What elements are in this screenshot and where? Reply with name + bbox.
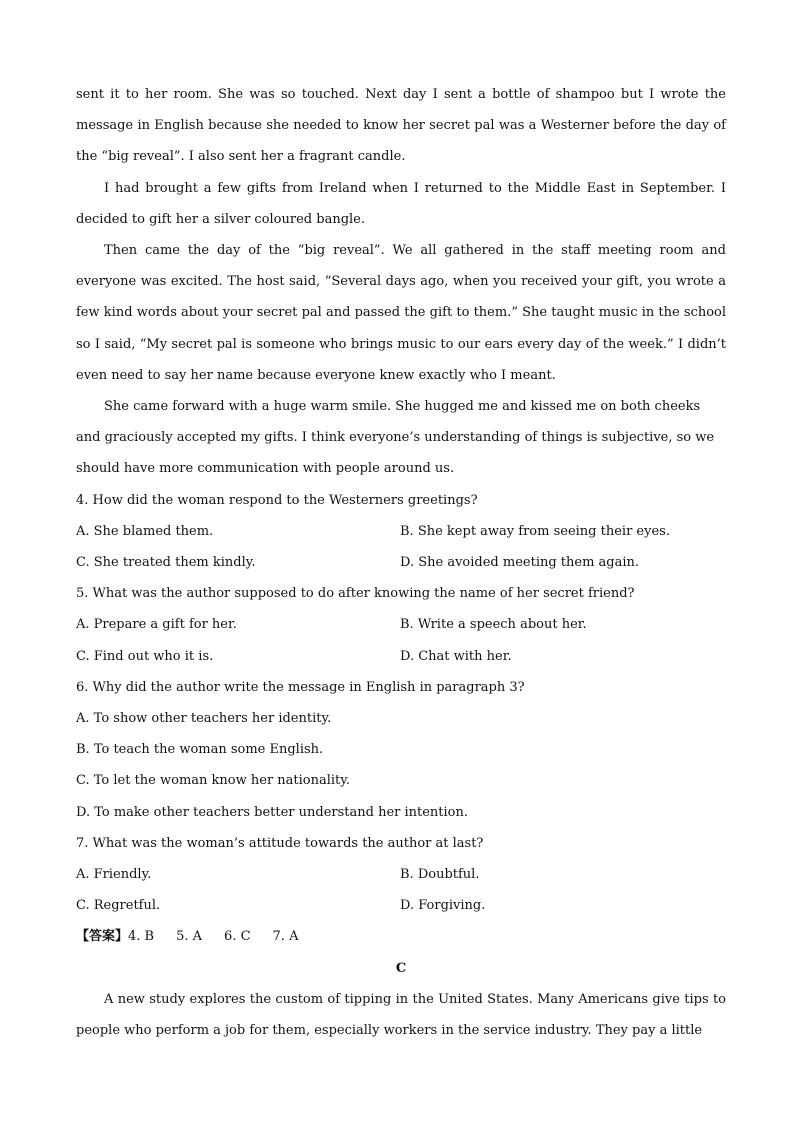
- passage-paragraph: sent it to her room. She was so touched. Next day I sent a bottle of shampoo but I wrote the message in English because she needed to know her secret pal was a Westerner before the day of the “big reveal”. I also sent her a fragrant candle.: [76, 87, 726, 165]
- option-c: C. She treated them kindly.: [76, 555, 256, 571]
- passage-paragraph: I had brought a few gifts from Ireland when I returned to the Middle East in September. I decided to gift her a silver coloured bangle.: [76, 180, 726, 227]
- options-row: [76, 890, 726, 921]
- options-row: [76, 641, 726, 672]
- answer-item: 7. A: [272, 929, 299, 945]
- question-stem: 5. What was the author supposed to do after knowing the name of her secret friend?: [76, 586, 635, 602]
- question-6: [76, 672, 726, 828]
- question-stem: 7. What was the woman’s attitude towards the author at last?: [76, 835, 484, 851]
- option-c: C. To let the woman know her nationality.: [76, 773, 351, 789]
- passage-paragraph: Then came the day of the “big reveal”. We all gathered in the staff meeting room and everyone was excited. The host said, “Several days ago, when you received your gift, you wrote a few kind words about your secret pal and passed the gift to them.” She taught music in the school so I said, “My secret pal is someone who brings music to our ears every day of the week.” I didn’t even need to say her name because everyone knew exactly who I meant.: [76, 243, 726, 383]
- question-stem: 4. How did the woman respond to the Westerners greetings?: [76, 492, 478, 508]
- option-a: A. Friendly.: [76, 867, 152, 883]
- question-5: [76, 578, 726, 672]
- passage-b-body: [76, 79, 726, 485]
- option-d: D. Chat with her.: [400, 648, 512, 664]
- option-b: B. Doubtful.: [400, 867, 480, 883]
- option-b: B. To teach the woman some English.: [76, 742, 324, 758]
- page-content: [76, 79, 726, 1046]
- option-a: A. To show other teachers her identity.: [76, 711, 332, 727]
- option-d: D. To make other teachers better understand her intention.: [76, 804, 469, 820]
- options-row: [76, 859, 726, 890]
- passage-paragraph: A new study explores the custom of tipping in the United States. Many Americans give tips to people who perform a job for them, especially workers in the service industry. They pay a little: [76, 991, 726, 1039]
- question-stem: 6. Why did the author write the message in English in paragraph 3?: [76, 679, 525, 695]
- option-a: A. Prepare a gift for her.: [76, 617, 237, 633]
- answer-item: 4. B: [128, 929, 155, 945]
- option-b: B. Write a speech about her.: [400, 617, 587, 633]
- options-row: [76, 516, 726, 547]
- answer-item: 6. C: [224, 929, 251, 945]
- answer-key: [76, 921, 726, 952]
- answer-item: 5. A: [176, 929, 203, 945]
- option-a: A. She blamed them.: [76, 523, 214, 539]
- section-heading: C: [395, 960, 407, 976]
- option-d: D. Forgiving.: [400, 898, 486, 914]
- passage-paragraph: She came forward with a huge warm smile. She hugged me and kissed me on both cheeks and graciously accepted my gifts. I think everyone’s understanding of things is subjective, so we should have more communication with people around us.: [76, 399, 715, 477]
- option-c: C. Find out who it is.: [76, 648, 214, 664]
- question-4: [76, 485, 726, 579]
- options-row: [76, 547, 726, 578]
- answer-label: 【答案】: [76, 929, 129, 945]
- option-d: D. She avoided meeting them again.: [400, 555, 640, 571]
- option-b: B. She kept away from seeing their eyes.: [400, 523, 670, 539]
- options-row: [76, 609, 726, 640]
- option-c: C. Regretful.: [76, 898, 161, 914]
- question-7: [76, 828, 726, 922]
